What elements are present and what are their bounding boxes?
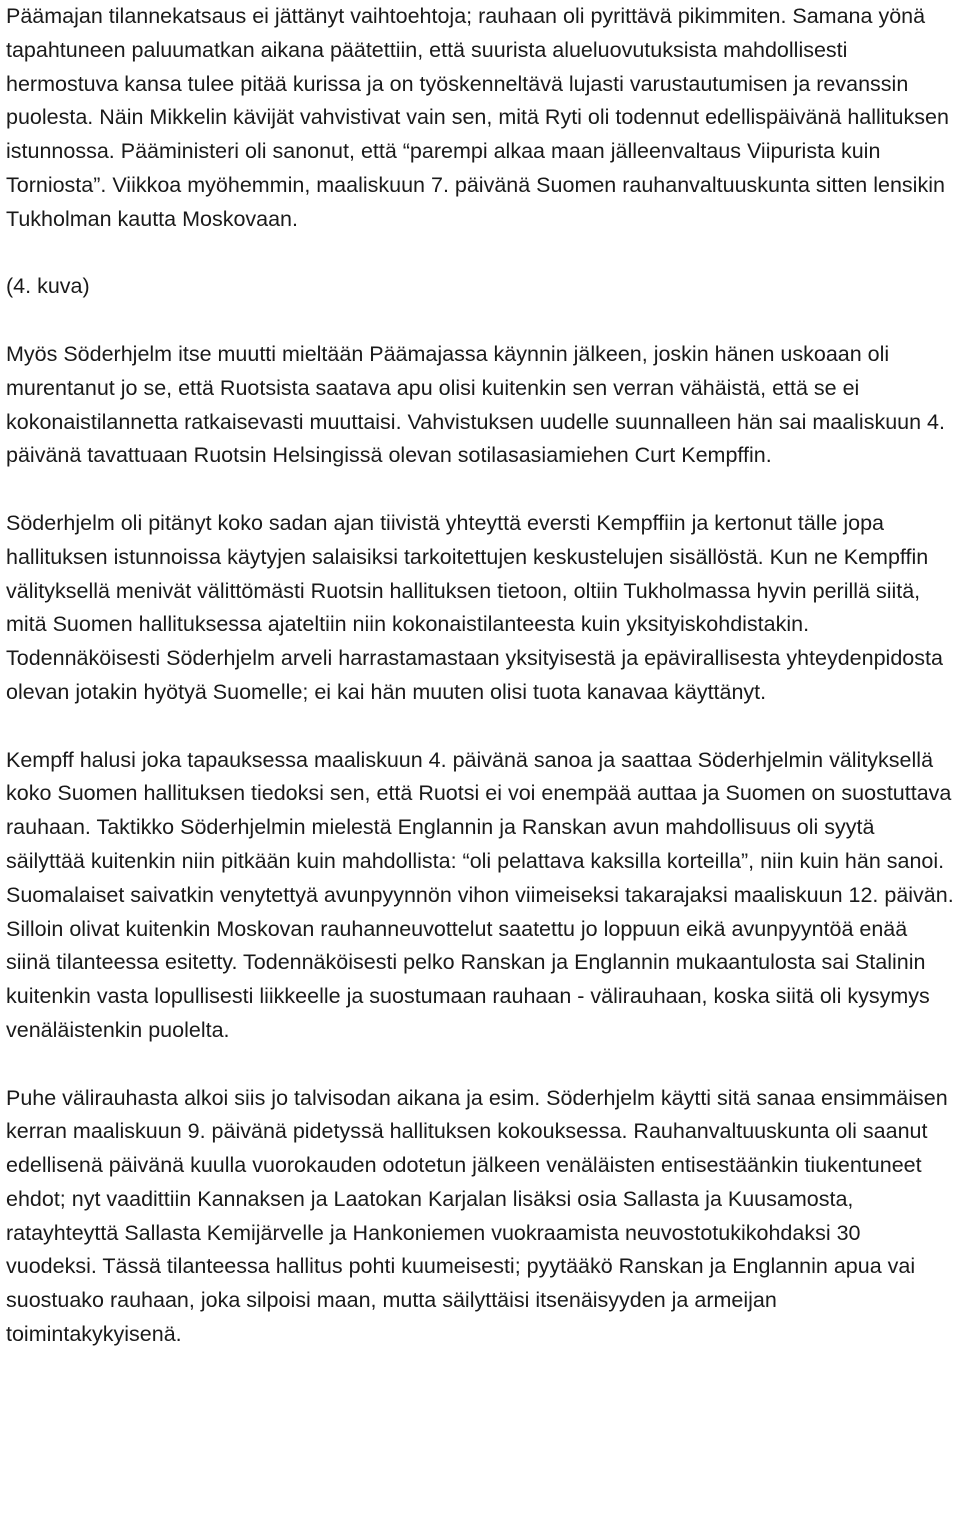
paragraph-5: Puhe välirauhasta alkoi siis jo talvisodan aikana ja esim. Söderhjelm käytti sitä sanaa ensimmäisen kerran maaliskuun 9. päivänä pidetyssä hallituksen kokouksessa. Rauhanvaltuuskunta oli saanut edellisenä päivänä kuulla vuorokauden odotetun jälkeen venäläisten entisestäänkin tiukentuneet ehdot; nyt vaadittiin Kannaksen ja Laatokan Karjalan lisäksi osia Sallasta ja Kuusamosta, ratayhteyttä Sallasta Kemijärvelle ja Hankoniemen vuokraamista neuvostotukikohdaksi 30 vuodeksi. Tässä tilanteessa hallitus pohti kuumeisesti; pyytääkö Ranskan ja Englannin apua vai suostuako rauhaan, joka silpoisi maan, mutta säilyttäisi itsenäisyyden ja armeijan toimintakykyisenä. (6, 1085, 948, 1347)
paragraph-gap (6, 710, 956, 744)
document-page (6, 0, 956, 1352)
paragraph-gap (6, 1048, 956, 1082)
paragraph-gap (6, 237, 956, 271)
figure-reference: (4. kuva) (6, 274, 90, 299)
paragraph-2: Myös Söderhjelm itse muutti mieltään Päämajassa käynnin jälkeen, joskin hänen uskoaan oli murentanut jo se, että Ruotsista saatava apu olisi kuitenkin sen verran vähäistä, että se ei kokonaistilannetta ratkaisevasti muuttaisi. Vahvistuksen uudelle suunnalleen hän sai maaliskuun 4. päivänä tavattuaan Ruotsin Helsingissä olevan sotilasasiamiehen Curt Kempffin. (6, 341, 945, 468)
paragraph-1: Päämajan tilannekatsaus ei jättänyt vaihtoehtoja; rauhaan oli pyrittävä pikimmiten. Samana yönä tapahtuneen paluumatkan aikana päätettiin, että suurista alueluovutuksista mahdollisesti hermostuva kansa tulee pitää kurissa ja on työskenneltävä lujasti varustautumisen ja revanssin puolesta. Näin Mikkelin kävijät vahvistivat vain sen, mitä Ryti oli todennut edellispäivänä hallituksen istunnossa. Pääministeri oli sanonut, että “parempi alkaa maan jälleenvaltaus Viipurista kuin Torniosta”. Viikkoa myöhemmin, maaliskuun 7. päivänä Suomen rauhanvaltuuskunta sitten lensikin Tukholman kautta Moskovaan. (6, 4, 949, 231)
paragraph-3: Söderhjelm oli pitänyt koko sadan ajan tiivistä yhteyttä eversti Kempffiin ja kertonut tälle jopa hallituksen istunnoissa käytyjen salaisiksi tarkoitettujen keskustelujen sisällöstä. Kun ne Kempffin välityksellä menivät välittömästi Ruotsin hallituksen tietoon, oltiin Tukholmassa hyvin perillä siitä, mitä Suomen hallituksessa ajateltiin niin kokonaistilanteesta kuin yksityiskohdistakin. Todennäköisesti Söderhjelm arveli harrastamastaan yksityisestä ja epävirallisesta yhteydenpidosta olevan jotakin hyötyä Suomelle; ei kai hän muuten olisi tuota kanavaa käyttänyt. (6, 510, 943, 704)
paragraph-gap (6, 304, 956, 338)
paragraph-gap (6, 473, 956, 507)
paragraph-4: Kempff halusi joka tapauksessa maaliskuun 4. päivänä sanoa ja saattaa Söderhjelmin välityksellä koko Suomen hallituksen tiedoksi sen, että Ruotsi ei voi enempää auttaa ja Suomen on suostuttava rauhaan. Taktikko Söderhjelmin mielestä Englannin ja Ranskan avun mahdollisuus oli syytä säilyttää kuitenkin niin pitkään kuin mahdollista: “oli pelattava kaksilla korteilla”, niin kuin hän sanoi. Suomalaiset saivatkin venytettyä avunpyynnön vihon viimeiseksi takarajaksi maaliskuun 12. päivän. Silloin olivat kuitenkin Moskovan rauhanneuvottelut saatettu jo loppuun eikä avunpyyntöä enää siinä tilanteessa esitetty. Todennäköisesti pelko Ranskan ja Englannin mukaantulosta sai Stalinin kuitenkin vasta lopullisesti liikkeelle ja suostumaan rauhaan - välirauhaan, koska siitä oli kysymys venäläistenkin puolelta. (6, 747, 954, 1042)
